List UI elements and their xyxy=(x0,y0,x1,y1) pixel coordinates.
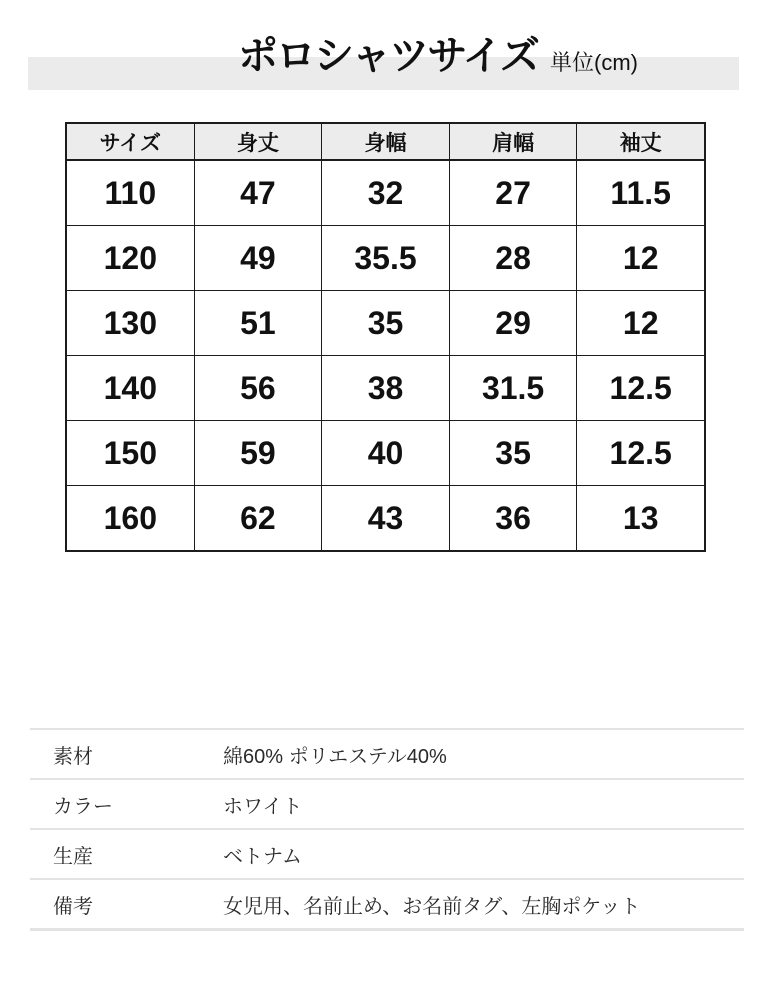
measurement-cell: 36 xyxy=(449,486,577,552)
table-row xyxy=(66,421,705,486)
table-row xyxy=(66,291,705,356)
detail-value: 女児用、名前止め、お名前タグ、左胸ポケット xyxy=(223,895,641,918)
detail-row xyxy=(30,878,744,928)
column-header-1: 身丈 xyxy=(194,123,322,160)
measurement-cell: 51 xyxy=(194,291,322,356)
title-area xyxy=(238,36,638,76)
detail-label: 生産 xyxy=(53,845,93,868)
measurement-cell: 43 xyxy=(322,486,450,552)
measurement-cell: 31.5 xyxy=(449,356,577,421)
table-row xyxy=(66,486,705,552)
measurement-cell: 40 xyxy=(322,421,450,486)
measurement-cell: 49 xyxy=(194,226,322,291)
page-title: ポロシャツサイズ xyxy=(238,34,538,78)
measurement-cell: 11.5 xyxy=(577,160,705,226)
measurement-cell: 32 xyxy=(322,160,450,226)
measurement-cell: 29 xyxy=(449,291,577,356)
measurement-cell: 59 xyxy=(194,421,322,486)
detail-value: ベトナム xyxy=(223,845,302,868)
product-details-list xyxy=(30,728,744,931)
table-row xyxy=(66,356,705,421)
size-table-header xyxy=(66,123,705,160)
unit-label: 単位(cm) xyxy=(550,50,638,75)
measurement-cell: 12.5 xyxy=(577,421,705,486)
size-table xyxy=(65,122,706,552)
detail-label: 備考 xyxy=(53,895,93,918)
measurement-cell: 35 xyxy=(449,421,577,486)
measurement-cell: 38 xyxy=(322,356,450,421)
measurement-cell: 27 xyxy=(449,160,577,226)
table-row xyxy=(66,160,705,226)
size-cell: 120 xyxy=(66,226,194,291)
detail-label: カラー xyxy=(53,795,113,818)
size-cell: 130 xyxy=(66,291,194,356)
detail-row xyxy=(30,778,744,828)
measurement-cell: 62 xyxy=(194,486,322,552)
detail-value: 綿60% ポリエステル40% xyxy=(223,745,447,768)
size-cell: 150 xyxy=(66,421,194,486)
column-header-2: 身幅 xyxy=(322,123,450,160)
measurement-cell: 13 xyxy=(577,486,705,552)
size-table-body xyxy=(66,160,705,551)
size-cell: 140 xyxy=(66,356,194,421)
detail-label: 素材 xyxy=(53,745,93,768)
column-header-4: 袖丈 xyxy=(577,123,705,160)
measurement-cell: 12 xyxy=(577,291,705,356)
column-header-3: 肩幅 xyxy=(449,123,577,160)
detail-row xyxy=(30,828,744,878)
size-cell: 110 xyxy=(66,160,194,226)
table-header-row xyxy=(66,123,705,160)
detail-row xyxy=(30,728,744,778)
column-header-0: サイズ xyxy=(66,123,194,160)
measurement-cell: 35 xyxy=(322,291,450,356)
measurement-cell: 56 xyxy=(194,356,322,421)
measurement-cell: 12.5 xyxy=(577,356,705,421)
measurement-cell: 28 xyxy=(449,226,577,291)
size-cell: 160 xyxy=(66,486,194,552)
measurement-cell: 12 xyxy=(577,226,705,291)
measurement-cell: 47 xyxy=(194,160,322,226)
table-row xyxy=(66,226,705,291)
measurement-cell: 35.5 xyxy=(322,226,450,291)
detail-value: ホワイト xyxy=(223,795,303,818)
